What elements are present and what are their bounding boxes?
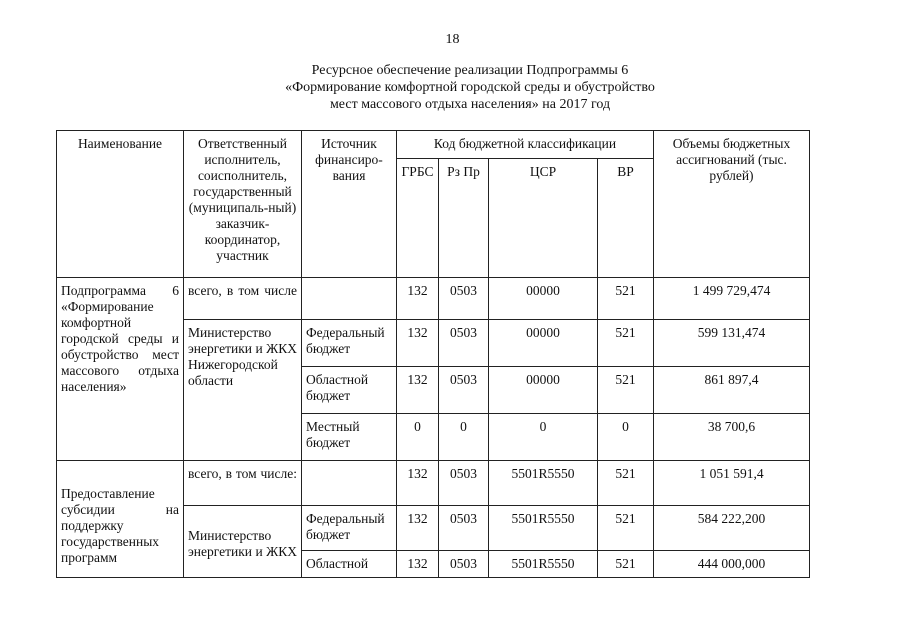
section1-responsible: Министерство энергетики и ЖКХ Нижегородской области: [184, 320, 302, 461]
section1-row3-rzpr: 0503: [439, 367, 489, 414]
section1-row1-source: [302, 278, 397, 320]
section1-row3-csr: 00000: [489, 367, 598, 414]
section2-row1-source: [302, 461, 397, 506]
section1-row3-vr: 521: [598, 367, 654, 414]
header-csr: ЦСР: [489, 159, 598, 278]
section1-row1-volume: 1 499 729,474: [654, 278, 810, 320]
section1-row2-vr: 521: [598, 320, 654, 367]
section2-row3-grbs: 132: [397, 551, 439, 578]
section2-row3-csr: 5501R5550: [489, 551, 598, 578]
section2-row2-rzpr: 0503: [439, 506, 489, 551]
section2-row3-vr: 521: [598, 551, 654, 578]
title-line-1: Ресурсное обеспечение реализации Подпрограммы 6: [311, 63, 629, 78]
section1-row3-volume: 861 897,4: [654, 367, 810, 414]
section1-row2-csr: 00000: [489, 320, 598, 367]
header-vr: ВР: [598, 159, 654, 278]
section2-row1-vr: 521: [598, 461, 654, 506]
title-line-2: «Формирование комфортной городской среды и обустройство: [285, 80, 655, 95]
section1-row3-grbs: 132: [397, 367, 439, 414]
section2-total-label: всего, в том числе:: [184, 461, 302, 506]
section2-row2-csr: 5501R5550: [489, 506, 598, 551]
section1-total-label: всего, в том числе: [184, 278, 302, 320]
section2-row2-vr: 521: [598, 506, 654, 551]
section1-row4-csr: 0: [489, 414, 598, 461]
header-rzpr: Рз Пр: [439, 159, 489, 278]
section2-row1-grbs: 132: [397, 461, 439, 506]
title-line-3: мест массового отдыха населения» на 2017 год: [329, 97, 611, 112]
header-volume: Объемы бюджетных ассигнований (тыс. рублей): [654, 131, 810, 278]
header-grbs: ГРБС: [397, 159, 439, 278]
budget-table: [56, 130, 810, 578]
section2-row3-rzpr: 0503: [439, 551, 489, 578]
section2-row1-rzpr: 0503: [439, 461, 489, 506]
section2-row1-csr: 5501R5550: [489, 461, 598, 506]
table-row: [57, 278, 810, 320]
section1-row1-grbs: 132: [397, 278, 439, 320]
document-title: [160, 62, 780, 113]
section1-row2-volume: 599 131,474: [654, 320, 810, 367]
section1-name: Подпрограмма 6 «Формирование комфортной городской среды и обустройство мест массового отдыха населения»: [57, 278, 184, 461]
table-row: [57, 461, 810, 506]
section1-row2-grbs: 132: [397, 320, 439, 367]
section2-name-text: Предоставление субсидии на поддержку государственных программ: [61, 486, 179, 565]
header-row-1: [57, 131, 810, 159]
section1-row3-source: Областной бюджет: [302, 367, 397, 414]
section1-row4-volume: 38 700,6: [654, 414, 810, 461]
header-responsible: Ответственный исполнитель, соисполнитель, государственный (муниципаль-ный) заказчик-координатор, участник: [184, 131, 302, 278]
section1-row2-rzpr: 0503: [439, 320, 489, 367]
section2-row1-volume: 1 051 591,4: [654, 461, 810, 506]
header-code-group: Код бюджетной классификации: [397, 131, 654, 159]
section2-row3-source: Областной: [302, 551, 397, 578]
section1-row4-grbs: 0: [397, 414, 439, 461]
section2-row3-volume: 444 000,000: [654, 551, 810, 578]
section2-row2-volume: 584 222,200: [654, 506, 810, 551]
section1-row1-vr: 521: [598, 278, 654, 320]
header-source: Источник финансиро-вания: [302, 131, 397, 278]
section1-row4-source: Местный бюджет: [302, 414, 397, 461]
section2-name: [57, 461, 184, 578]
section1-row1-rzpr: 0503: [439, 278, 489, 320]
page-number: 18: [445, 32, 460, 47]
section1-row4-vr: 0: [598, 414, 654, 461]
section1-row2-source: Федеральный бюджет: [302, 320, 397, 367]
section2-row2-source: Федеральный бюджет: [302, 506, 397, 551]
section2-responsible: [184, 506, 302, 578]
section2-responsible-text: Министерство энергетики и ЖКХ: [188, 528, 297, 559]
section2-row2-grbs: 132: [397, 506, 439, 551]
section1-row1-csr: 00000: [489, 278, 598, 320]
section1-row4-rzpr: 0: [439, 414, 489, 461]
header-name: Наименование: [57, 131, 184, 278]
